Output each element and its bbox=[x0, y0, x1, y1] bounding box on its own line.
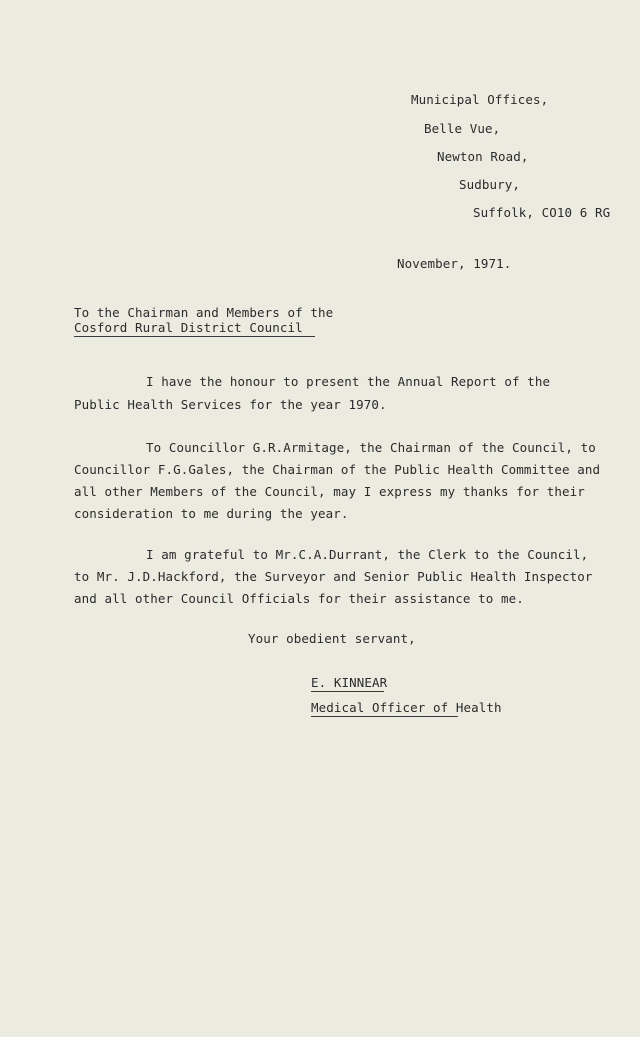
closing-salutation: Your obedient servant, bbox=[248, 631, 416, 646]
letter-date: November, 1971. bbox=[397, 256, 512, 271]
signature-name-underline bbox=[311, 691, 384, 692]
recipient-underline bbox=[74, 336, 315, 337]
paragraph-3-line-2: to Mr. J.D.Hackford, the Surveyor and Senior Public Health Inspector bbox=[74, 569, 593, 584]
paragraph-1-line-2: Public Health Services for the year 1970. bbox=[74, 397, 387, 412]
address-line-3: Newton Road, bbox=[437, 149, 529, 164]
address-line-2: Belle Vue, bbox=[424, 121, 501, 136]
address-line-5: Suffolk, CO10 6 RG bbox=[473, 205, 611, 220]
signature-title-underline bbox=[311, 716, 458, 717]
paragraph-3-line-3: and all other Council Officials for their assistance to me. bbox=[74, 591, 524, 606]
paragraph-1-line-1: I have the honour to present the Annual Report of the bbox=[146, 374, 551, 389]
signature-title: Medical Officer of Health bbox=[311, 700, 502, 715]
paragraph-2-line-1: To Councillor G.R.Armitage, the Chairman of the Council, to bbox=[146, 440, 596, 455]
paragraph-2-line-3: all other Members of the Council, may I express my thanks for their bbox=[74, 484, 585, 499]
address-line-4: Sudbury, bbox=[459, 177, 521, 192]
recipient-line-2: Cosford Rural District Council bbox=[74, 320, 303, 335]
signature-name: E. KINNEAR bbox=[311, 675, 388, 690]
paragraph-3-line-1: I am grateful to Mr.C.A.Durrant, the Clerk to the Council, bbox=[146, 547, 589, 562]
recipient-line-1: To the Chairman and Members of the bbox=[74, 305, 334, 320]
paragraph-2-line-2: Councillor F.G.Gales, the Chairman of the Public Health Committee and bbox=[74, 462, 601, 477]
address-line-1: Municipal Offices, bbox=[411, 92, 549, 107]
paragraph-2-line-4: consideration to me during the year. bbox=[74, 506, 349, 521]
